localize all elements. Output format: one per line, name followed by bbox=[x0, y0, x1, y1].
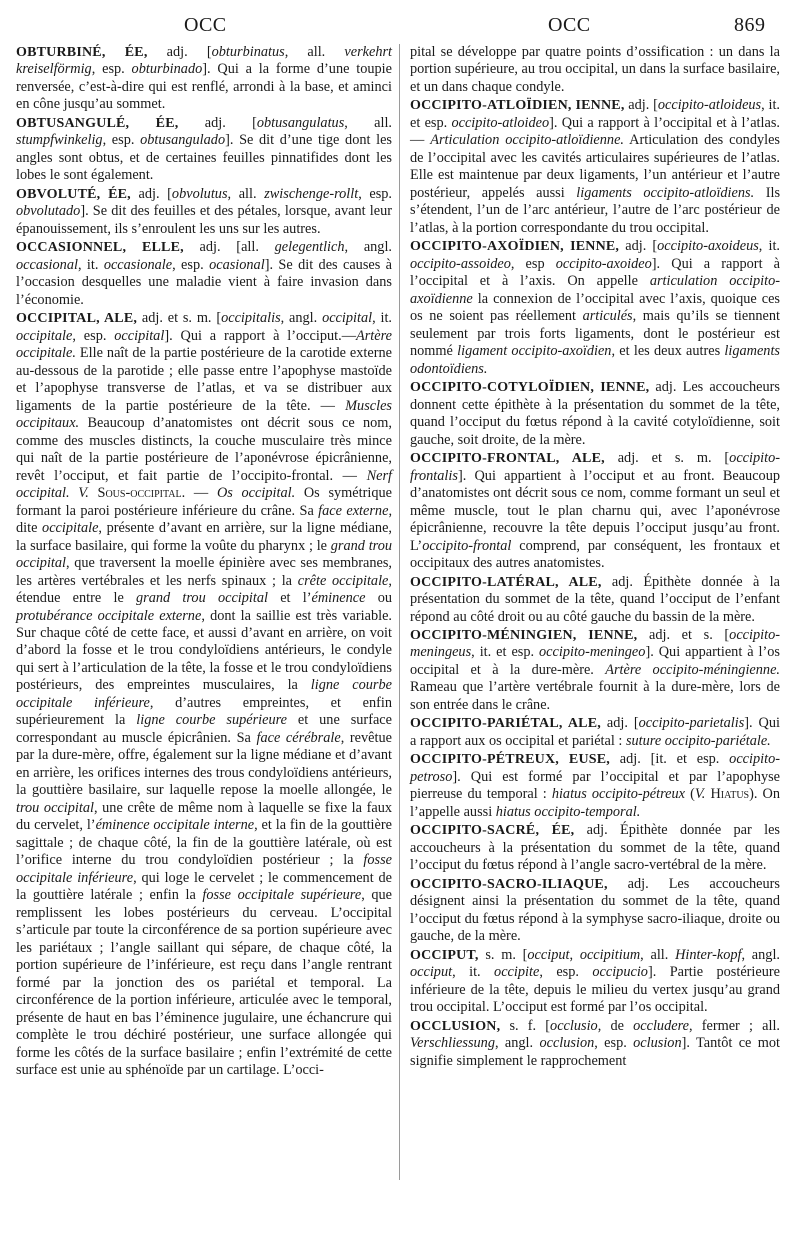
right-column-entry: OCCIPUT, s. m. [occiput, occipitium, all. Hinter-kopf, angl. occiput, it. occipite, esp. occipucio]. Partie postérieure inférieure de la tête, depuis le milieu du vertex jusqu’au grand trou occipital. L’occiput est formé par l’os occipital. bbox=[410, 946, 780, 1016]
right-column-entry: OCCIPITO-COTYLOÏDIEN, IENNE, adj. Les accoucheurs donnent cette épithète à la présentation du sommet de la tête, quand l’occiput du fœtus répond à la cavité cotyloïdienne, soit gauche, soit droite, de la mère. bbox=[410, 379, 780, 448]
right-column-entry: OCCLUSION, s. f. [occlusio, de occludere, fermer ; all. Verschliessung, angl. occlusion, esp. oclusion]. Tantôt ce mot signifie simplement le rapprochement bbox=[410, 1017, 780, 1069]
column-divider bbox=[399, 44, 400, 1180]
left-column-entry: OBTURBINÉ, ÉE, adj. [obturbinatus, all. verkehrt kreiselförmig, esp. obturbinado]. Qui a la forme d’une toupie renversée, c’est-à-dire qui est renflé, arrondi à la base, et aminci en cône jusqu’au sommet. bbox=[16, 44, 393, 113]
right-column-entry: OCCIPITO-MÉNINGIEN, IENNE, adj. et s. [occipito-meningeus, it. et esp. occipito-meningeo]. Qui appartient à l’os occipital et à la dure-mère. Artère occipito-méningienne. Rameau que l’artère vertébrale fournit à la dure-mère, lors de son entrée dans le crâne. bbox=[410, 626, 780, 713]
right-column-entry: OCCIPITO-PÉTREUX, EUSE, adj. [it. et esp. occipito-petroso]. Qui est formé par l’occipital et par l’apophyse pierreuse du temporal : hiatus occipito-pétreux (V. Hiatus). On l’appelle aussi hiatus occipito-temporal. bbox=[410, 751, 781, 820]
left-column-entry: OCCASIONNEL, ELLE, adj. [all. gelegentlich, angl. occasional, it. occasionale, esp. ocasional]. Se dit des causes à l’occasion desquelles une maladie vient à faire invasion dans l’économie. bbox=[16, 239, 393, 308]
right-column-entry: OCCIPITO-AXOÏDIEN, IENNE, adj. [occipito-axoideus, it. occipito-assoideo, esp occipito-axoideo]. Qui a rapport à l’occipital et à l’axis. On appelle articulation occipito-axoïdienne la connexion de l’occipital avec l’axis, quoique ces os ne soient pas réellement articulés, mais qu’ils se tiennent seulement par trois forts ligaments, dont le postérieur est nommé ligament occipito-axoïdien, et les deux autres ligaments odontoïdiens. bbox=[410, 238, 781, 377]
left-column-entry: OBTUSANGULÉ, ÉE, adj. [obtusangulatus, all. stumpfwinkelig, esp. obtusangulado]. Se dit d’une tige dont les angles sont obtus, et de certaines feuilles pinnatifides dont les lobes le sont également. bbox=[16, 114, 393, 184]
page-number: 869 bbox=[734, 14, 766, 36]
right-column-entry: OCCIPITO-PARIÉTAL, ALE, adj. [occipito-parietalis]. Qui a rapport aux os occipital et pariétal : suture occipito-pariétale. bbox=[410, 715, 781, 749]
left-column-entry: OBVOLUTÉ, ÉE, adj. [obvolutus, all. zwischenge-rollt, esp. obvolutado]. Se dit des feuilles et des pétales, lorsque, avant leur épanouissement, ils s’enroulent les uns sur les autres. bbox=[16, 185, 393, 237]
right-column-entry: OCCIPITO-SACRÉ, ÉE, adj. Épithète donnée par les accoucheurs à la présentation du sommet de la tête, quand l’occiput du fœtus répond à l’angle sacro-vertébral de la mère. bbox=[410, 822, 780, 874]
right-column-entry: OCCIPITO-LATÉRAL, ALE, adj. Épithète donnée à la présentation du sommet de la tête, quand l’occiput de l’enfant répond au côté droit ou au côté gauche du bassin de la mère. bbox=[410, 573, 780, 625]
left-column bbox=[16, 44, 392, 1080]
right-column-entry: OCCIPITO-SACRO-ILIAQUE, adj. Les accoucheurs désignent ainsi la présentation du sommet de la tête, quand l’occiput du fœtus répond à la symphyse sacro-iliaque, droite ou gauche, de la mère. bbox=[410, 875, 780, 945]
left-guide-word: OCC bbox=[184, 14, 227, 36]
right-column-entry: OCCIPITO-FRONTAL, ALE, adj. et s. m. [occipito-frontalis]. Qui appartient à l’occiput et au front. Beaucoup d’anatomistes ont décrit sous ce nom, comme formant un seul et même muscle, tout le plan charnu qui, avec l’aponévrose épicrânienne, recouvre la tête depuis l’occiput jusqu’au front. L’occipito-frontal comprend, par conséquent, les frontaux et occipitaux des autres anatomistes. bbox=[410, 450, 780, 572]
right-column-entry: OCCIPITO-ATLOÏDIEN, IENNE, adj. [occipito-atloideus, it. et esp. occipito-atloideo]. Qui a rapport à l’occipital et à l’atlas. — Articulation occipito-atloïdienne. Articulation des condyles de l’occipital avec les cavités articulaires supérieures de l’atlas. Elle est maintenue par deux ligaments, l’un antérieur et l’autre postérieur, appelés aussi ligaments occipito-atloïdiens. Ils s’étendent, l’un de l’arc antérieur, l’autre de l’arc postérieur de l’atlas, à la portion correspondante du trou occipital. bbox=[410, 97, 781, 236]
left-column-entry: OCCIPITAL, ALE, adj. et s. m. [occipitalis, angl. occipital, it. occipitale, esp. occipital]. Qui a rapport à l’occiput.—Artère occipitale. Elle naît de la partie postérieure de la carotide externe au-dessous de la parotide ; elle passe entre l’apophyse mastoïde et l’apophyse transverse de l’atlas, et va se distribuer aux ligaments de la partie postérieure de la tête. — Muscles occipitaux. Beaucoup d’anatomistes ont décrit sous ce nom, comme des muscles distincts, la couche musculaire très mince qui naît de la partie postérieure de l’aponévrose épicrânienne, revêt l’occiput, et fait partie de l’occipito-frontal. — Nerf occipital. V. Sous-occipital. — Os occipital. Os symétrique formant la paroi postérieure inférieure du crâne. Sa face externe, dite occipitale, présente d’avant en arrière, sur la ligne médiane, la surface basilaire, qui forme la voûte du pharynx ; le grand trou occipital, que traversent la moelle épinière avec ses membranes, les artères vertébrales et les nerfs spinaux ; la crête occipitale, étendue entre le grand trou occipital et l’éminence ou protubérance occipitale externe, dont la saillie est très variable. Sur chaque côté de cette face, et aussi d’avant en arrière, on voit d’abord la fosse et le trou condyloïdiens antérieurs, le condyle qui sert à l’articulation de la tête, la fosse et le trou condyloïdiens postérieurs, des empreintes musculaires, la ligne courbe occipitale inférieure, d’autres empreintes, et enfin supérieurement la ligne courbe supérieure et une surface correspondant au muscle épicrânien. Sa face cérébrale, revêtue par la dure-mère, offre, également sur la ligne médiane et d’avant en arrière, les orifices internes des trous condyloïdiens antérieurs, la gouttière basilaire, sur laquelle repose la moelle allongée, le trou occipital, une crête de même nom à laquelle se fixe la faux du cervelet, l’éminence occipitale interne, et la fin de la gouttière sagittale ; de chaque côté, la fin de la gouttière latérale, où est l’orifice interne du trou condyloïdien postérieur ; la fosse occipitale inférieure, qui loge le cervelet ; le commencement de la gouttière latérale ; enfin la fosse occipitale supérieure, que remplissent les lobes postérieurs du cerveau. L’occipital s’articule par toute la circonférence de sa portion supérieure avec les pariétaux ; l’angle saillant qui sépare, de chaque côté, la portion supérieure de l’inférieure, est reçu dans l’angle rentrant formé par la jonction des os pariétal et temporal. La circonférence de la portion inférieure, articulée avec le temporal, présente de haut en bas l’éminence jugulaire, une échancrure qui complète le trou déchiré postérieur, une surface allongée qui forme les côtés de la surface basilaire ; enfin l’extrémité de cette surface est unie au sphénoïde par un cartilage. L’occi- bbox=[16, 310, 393, 1079]
right-column bbox=[410, 44, 780, 1070]
right-column-entry: pital se développe par quatre points d’ossification : un dans la portion supérieure, au trou occipital, un dans la surface basilaire, et un dans chaque condyle. bbox=[410, 44, 780, 95]
right-guide-word: OCC bbox=[548, 14, 591, 36]
